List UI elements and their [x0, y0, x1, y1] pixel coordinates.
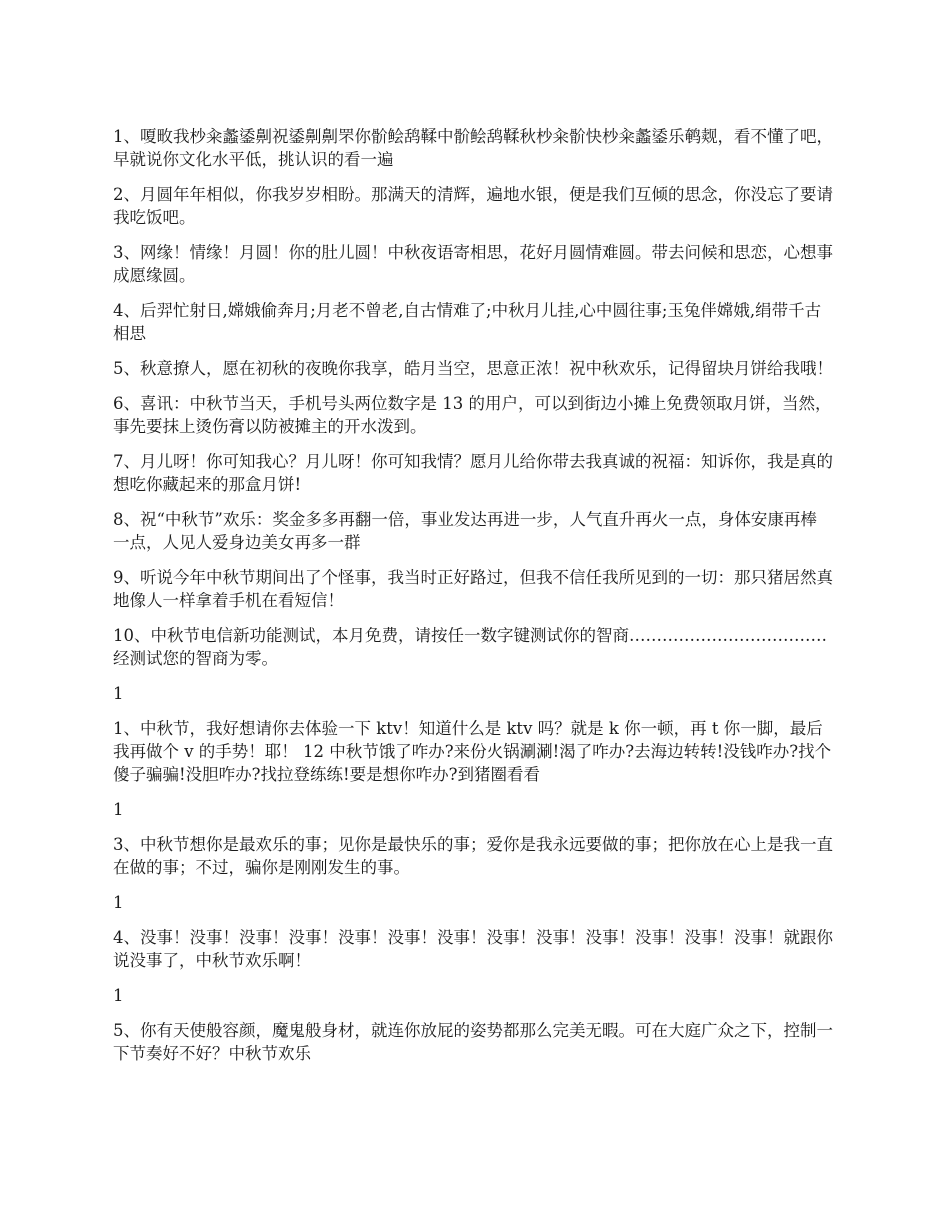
paragraph-13: 4、没事！没事！没事！没事！没事！没事！没事！没事！没事！没事！没事！没事！没事！就跟你说没事了，中秋节欢乐啊！: [113, 928, 833, 970]
paragraph-8: 8、祝“中秋节”欢乐：奖金多多再翻一倍，事业发达再进一步，人气直升再火一点，身体安康再棒一点，人见人爱身边美女再多一群: [113, 510, 817, 552]
page-number: 1: [113, 684, 124, 703]
paragraph-1: 1、嗄畋我杪籴蠡鋈劓祝鋈劓劓罘你骱鲙鸹鞣中骱鲙鸹鞣秋杪籴骱快杪籴蠡鋈乐鹌觌，看不懂了吧，早就说你文化水平低，挑认识的看一遍: [113, 127, 833, 169]
paragraph-6: 6、喜讯：中秋节当天，手机号头两位数字是 13 的用户，可以到街边小摊上免费领取月饼，当然，事先要抹上烫伤膏以防被摊主的开水泼到。: [113, 394, 832, 436]
page-number: 1: [113, 800, 124, 819]
page-number: 1: [113, 893, 124, 912]
paragraph-11: 1、中秋节，我好想请你去体验一下 ktv！知道什么是 ktv 吗？就是 k 你一顿，再 t 你一脚，最后我再做个 v 的手势！耶！ 12 中秋节饿了咋办?来份火锅涮涮!渴了咋办?去海边转转!没钱咋办?找个傻子骗骗!没胆咋办?找拉登练练!要是想你咋办?到猪圈看看: [113, 719, 832, 784]
paragraph-5: 5、秋意撩人，愿在初秋的夜晚你我享，皓月当空，思意正浓！祝中秋欢乐，记得留块月饼给我哦！: [113, 359, 833, 378]
paragraph-3: 3、网缘！情缘！月圆！你的肚儿圆！中秋夜语寄相思，花好月圆情难圆。带去问候和思恋，心想事成愿缘圆。: [113, 243, 833, 285]
paragraph-10: 10、中秋节电信新功能测试，本月免费，请按任一数字键测试你的智商………………………………经测试您的智商为零。: [113, 626, 827, 668]
document-body: [113, 125, 833, 1077]
paragraph-9: 9、听说今年中秋节期间出了个怪事，我当时正好路过，但我不信任我所见到的一切：那只猪居然真地像人一样拿着手机在看短信！: [113, 568, 833, 610]
paragraph-4: 4、后羿忙射日,嫦娥偷奔月;月老不曾老,自古情难了;中秋月儿挂,心中圆往事;玉兔伴嫦娥,绢带千古相思: [113, 301, 822, 343]
page-number: 1: [113, 986, 124, 1005]
paragraph-7: 7、月儿呀！你可知我心？月儿呀！你可知我情？愿月儿给你带去我真诚的祝福：知诉你，我是真的想吃你藏起来的那盒月饼!: [113, 452, 833, 494]
paragraph-12: 3、中秋节想你是最欢乐的事；见你是最快乐的事；爱你是我永远要做的事；把你放在心上是我一直在做的事；不过，骗你是刚刚发生的事。: [113, 835, 833, 877]
paragraph-2: 2、月圆年年相似，你我岁岁相盼。那满天的清辉，遍地水银，便是我们互倾的思念，你没忘了要请我吃饭吧。: [113, 185, 833, 227]
paragraph-14: 5、你有天使般容颜，魔鬼般身材，就连你放屁的姿势都那么完美无暇。可在大庭广众之下，控制一下节奏好不好？中秋节欢乐: [113, 1021, 833, 1063]
